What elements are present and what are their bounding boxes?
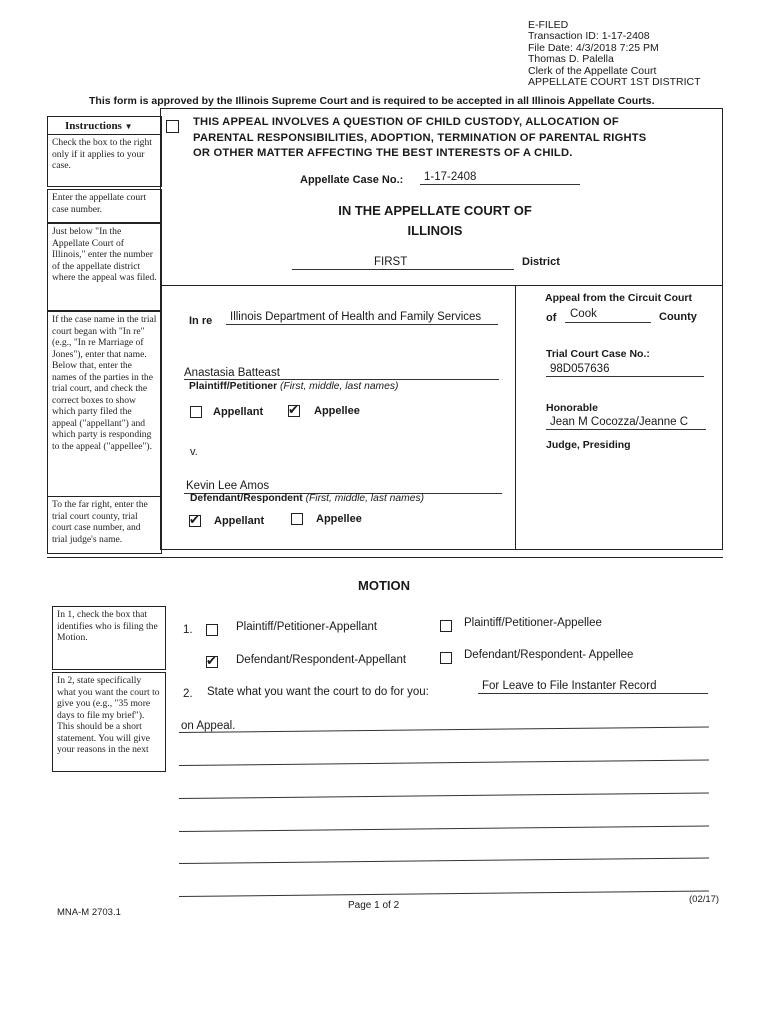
judge-value[interactable]: Jean M Cocozza/Jeanne C [550,416,689,428]
instructions-header[interactable] [47,116,162,136]
approval-notice: This form is approved by the Illinois Supreme Court and is required to be accepted in all Illinois Appellate Courts. [89,95,655,107]
blank-line [179,825,709,832]
judge-label: Judge, Presiding [546,439,631,451]
defendant-appellee-checkbox[interactable] [291,513,303,525]
county-value[interactable]: Cook [570,308,597,320]
clerk-title: Clerk of the Appellate Court [528,64,657,77]
request-underline-2 [179,726,709,733]
plaintiff-name[interactable]: Anastasia Batteast [184,367,280,379]
caption-divider [160,285,722,286]
district-value[interactable]: FIRST [374,256,408,268]
defendant-appellant-label: Appellant [214,515,265,527]
instruction-motion-2: In 2, state specifically what you want the court to give you (e.g., "35 more days to file my brief"). This should be a short statement. You will give your reasons in the next [52,672,166,772]
option-plaintiff-appellant-label: Plaintiff/Petitioner-Appellant [236,621,378,633]
transaction-id: Transaction ID: 1-17-2408 [528,30,650,43]
check-mark-icon: ✔ [206,653,217,668]
instruction-motion-1: In 1, check the box that identifies who is filing the Motion. [52,606,166,670]
honorable-label: Honorable [546,402,598,414]
plaintiff-line [184,379,499,380]
instruction-district: Just below "In the Appellate Court of Illinois," enter the number of the appellate district where the appeal was filed. [47,223,162,311]
option-plaintiff-appellant-checkbox[interactable] [206,624,218,636]
appellate-case-value[interactable]: 1-17-2408 [424,171,477,183]
trial-case-value[interactable]: 98D057636 [550,363,610,375]
court-title: IN THE APPELLATE COURT OF ILLINOIS [338,203,532,238]
versus: v. [190,446,198,458]
trial-case-label: Trial Court Case No.: [546,348,650,360]
caret-down-icon: ▼ [124,122,133,131]
appellate-case-line [420,184,580,185]
instructions-title: Instructions [65,120,122,132]
instruction-case-name: If the case name in the trial court began with "In re" (e.g., "In re Marriage of Jones"), enter that name. Below that, enter the names of the parties in the trial court, and check the correct boxes to show which party filed the appeal ("appellant") and which party is responding to the appeal ("appellee"). [47,311,162,499]
county-label: County [659,311,697,323]
plaintiff-appellee-label: Appellee [314,405,360,417]
custody-checkbox[interactable] [166,120,179,133]
request-underline-1 [478,693,708,694]
district-line [292,269,514,270]
instruction-check-box: Check the box to the right only if it applies to your case. [47,134,162,187]
left-bottom-rule [47,557,723,558]
option-defendant-appellant-label: Defendant/Respondent-Appellant [236,654,407,666]
instruction-case-number: Enter the appellate court case number. [47,189,162,223]
check-mark-icon: ✔ [189,512,200,527]
custody-notice: THIS APPEAL INVOLVES A QUESTION OF CHILD CUSTODY, ALLOCATION OF PARENTAL RESPONSIBILITIES, ADOPTION, TERMINATION OF PARENTAL RIGHTS OR OTHER MATTER AFFECTING THE BEST INTERESTS OF A CHILD. [193,116,647,159]
option-plaintiff-appellee-label: Plaintiff/Petitioner-Appellee [464,617,602,629]
caption-column-divider [515,285,516,549]
plaintiff-appellant-label: Appellant [213,406,264,418]
request-line-2[interactable]: on Appeal. [181,720,236,732]
plaintiff-appellant-checkbox[interactable] [190,406,202,418]
form-version: (02/17) [689,894,720,905]
item-2-prompt: State what you want the court to do for you: [207,686,429,698]
blank-line [179,890,709,897]
in-re-line [226,324,498,325]
trial-case-line [546,376,704,377]
efiled-line: E-FILED [528,19,569,31]
request-line-1[interactable]: For Leave to File Instanter Record [482,680,657,692]
item-2-number: 2. [183,688,193,700]
judge-line [546,429,706,430]
motion-title: MOTION [358,578,410,593]
defendant-name[interactable]: Kevin Lee Amos [186,480,270,492]
clerk-name: Thomas D. Palella [528,53,614,66]
option-defendant-appellee-label: Defendant/Respondent- Appellee [464,649,634,661]
appellate-case-label: Appellate Case No.: [300,174,404,186]
defendant-label: Defendant/Respondent (First, middle, last names) [190,493,425,504]
file-date: File Date: 4/3/2018 7:25 PM [528,41,659,54]
county-line [565,322,651,323]
in-re-value[interactable]: Illinois Department of Health and Family Services [230,311,482,323]
appeal-from-label: Appeal from the Circuit Court [545,292,693,304]
defendant-appellee-label: Appellee [316,513,362,525]
blank-line [179,759,709,766]
of-label: of [546,312,557,324]
district-label: District [522,256,560,268]
blank-line [179,857,709,864]
blank-line [179,792,709,799]
instruction-far-right: To the far right, enter the trial court county, trial court case number, and trial judge's name. [47,496,162,554]
form-id: MNA-M 2703.1 [57,907,121,918]
option-defendant-appellee-checkbox[interactable] [440,652,452,664]
page-number: Page 1 of 2 [348,900,400,911]
plaintiff-label: Plaintiff/Petitioner (First, middle, last names) [189,381,399,392]
in-re-label: In re [189,315,213,327]
check-mark-icon: ✔ [288,402,299,417]
item-1-number: 1. [183,624,193,636]
court-district: APPELLATE COURT 1ST DISTRICT [528,76,701,89]
option-plaintiff-appellee-checkbox[interactable] [440,620,452,632]
efiled-stamp [528,20,701,88]
